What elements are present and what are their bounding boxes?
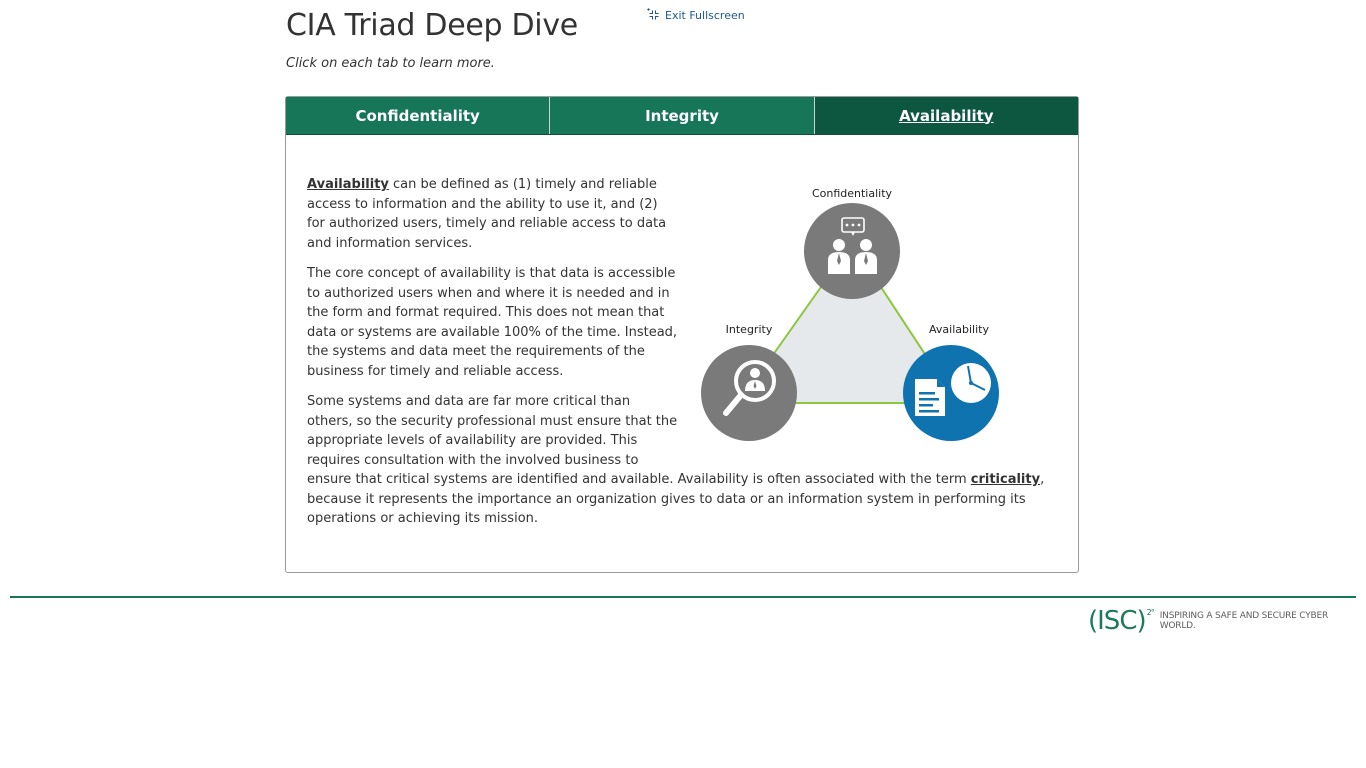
logo-text: (ISC) [1088,606,1146,636]
tab-confidentiality[interactable] [286,97,550,134]
tab-label: Availability [899,106,994,125]
integrity-node [701,345,797,441]
paragraph-core-concept: The core concept of availability is that data is accessible to authorized users when and where it is needed and in the form and format required. This does not mean that data or systems are available 100% of the time. Instead, the systems and data meet the requirements of the business for timely and reliable access. [307,266,678,379]
footer-logo [1088,606,1366,636]
collapse-icon [647,8,661,22]
tab-panel [285,96,1079,573]
confidentiality-node [804,203,900,299]
page-title: CIA Triad Deep Dive [286,8,578,43]
footer-tagline: INSPIRING A SAFE AND SECURE CYBER WORLD. [1159,611,1329,631]
confidentiality-label: Confidentiality [811,187,893,200]
logo-sup: 2° [1146,608,1154,618]
availability-term-link[interactable]: Availability [307,177,389,192]
exit-fullscreen-label: Exit Fullscreen [665,8,745,22]
tab-content [307,175,1067,540]
tab-availability[interactable] [815,97,1078,134]
tab-bar [286,97,1078,135]
exit-fullscreen-button[interactable] [647,8,745,22]
availability-node [903,345,999,441]
integrity-label: Integrity [725,323,773,336]
instruction-text: Click on each tab to learn more. [286,56,495,71]
tab-label: Confidentiality [355,106,480,125]
footer-divider [10,596,1356,598]
paragraph-text: Some systems and data are far more critical than others, so the security professional must ensure that the appropriate levels of availability are provided. This requires consultation with the involved business to ensure that critical systems are identified and available. Availability is often associated with the term [307,394,971,487]
tab-integrity[interactable] [550,97,814,134]
tab-label: Integrity [645,106,719,125]
availability-label: Availability [929,323,989,336]
criticality-term-link[interactable]: criticality [970,472,1041,487]
paragraph-text: , because it represents the importance an organization gives to data or an information system in performing its operations or achieving its mission. [307,472,1045,526]
paragraph-text: can be defined as (1) timely and reliable access to information and the ability to use it, and (2) for authorized users, timely and reliable access to data and information services. [307,177,667,251]
isc2-logo [1088,606,1154,636]
cia-triad-diagram [689,173,1045,467]
